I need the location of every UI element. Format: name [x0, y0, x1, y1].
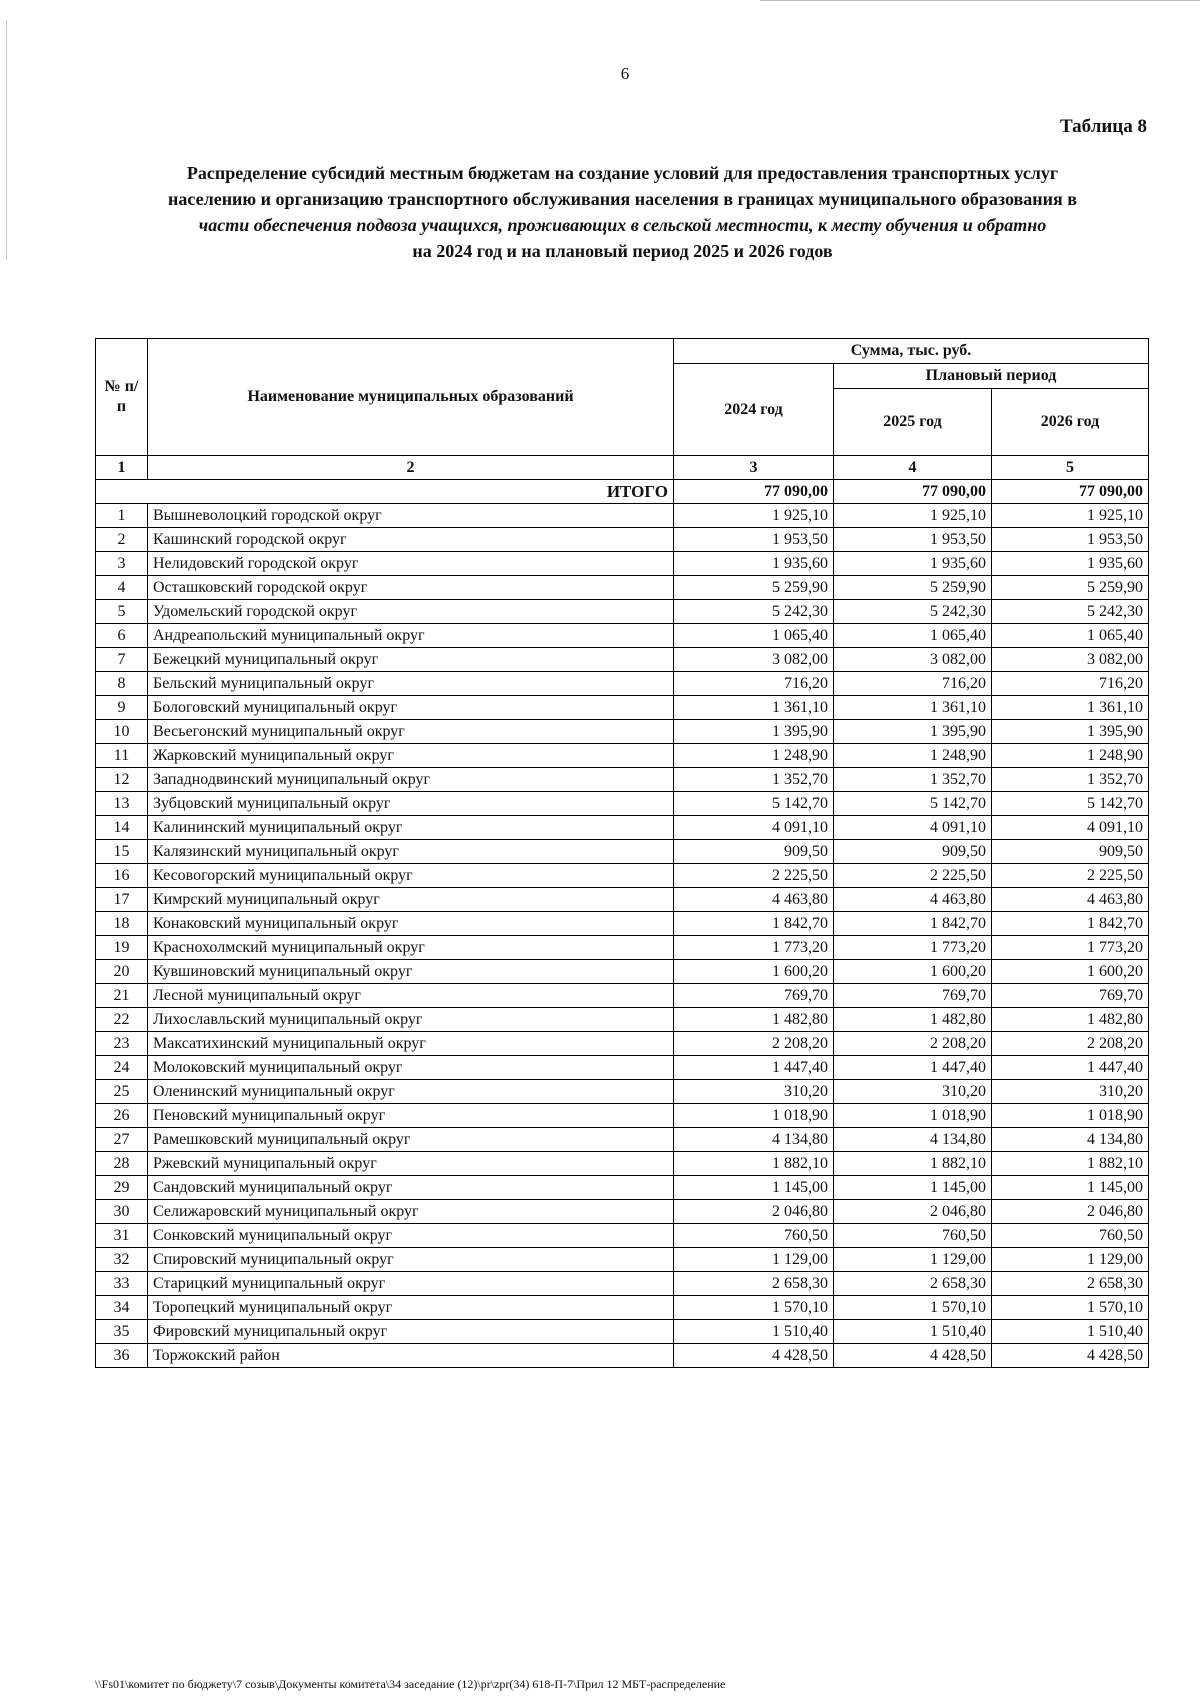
row-number: 4	[96, 576, 148, 600]
total-2026: 77 090,00	[992, 480, 1149, 504]
amount-2025: 5 259,90	[834, 576, 992, 600]
amount-2026: 1 925,10	[992, 504, 1149, 528]
amount-2026: 1 361,10	[992, 696, 1149, 720]
header-planned-period: Плановый период	[834, 364, 1149, 389]
amount-2024: 1 352,70	[674, 768, 834, 792]
table-row	[96, 864, 1149, 888]
amount-2025: 5 242,30	[834, 600, 992, 624]
row-number: 13	[96, 792, 148, 816]
municipality-name: Зубцовский муниципальный округ	[148, 792, 674, 816]
amount-2024: 1 882,10	[674, 1152, 834, 1176]
amount-2026: 1 600,20	[992, 960, 1149, 984]
title-line: части обеспечения подвоза учащихся, проживающих в сельской местности, к месту обучения и обратно	[198, 215, 1047, 235]
table-row	[96, 528, 1149, 552]
amount-2024: 1 773,20	[674, 936, 834, 960]
total-2025: 77 090,00	[834, 480, 992, 504]
amount-2025: 1 600,20	[834, 960, 992, 984]
column-numbers-row	[96, 456, 1149, 480]
amount-2024: 3 082,00	[674, 648, 834, 672]
row-number: 16	[96, 864, 148, 888]
row-number: 24	[96, 1056, 148, 1080]
amount-2026: 1 447,40	[992, 1056, 1149, 1080]
table-row	[96, 1224, 1149, 1248]
amount-2026: 5 142,70	[992, 792, 1149, 816]
amount-2026: 1 773,20	[992, 936, 1149, 960]
amount-2025: 1 065,40	[834, 624, 992, 648]
table-row	[96, 1320, 1149, 1344]
row-number: 19	[96, 936, 148, 960]
amount-2024: 5 142,70	[674, 792, 834, 816]
row-number: 8	[96, 672, 148, 696]
amount-2025: 1 570,10	[834, 1296, 992, 1320]
row-number: 17	[96, 888, 148, 912]
footer-file-path: \\Fs01\комитет по бюджету\7 созыв\Документы комитета\34 заседание (12)\pr\zpr(34) 618-П-7\Прил 12 МБТ-распределение	[95, 1677, 726, 1691]
municipality-name: Ржевский муниципальный округ	[148, 1152, 674, 1176]
amount-2024: 1 925,10	[674, 504, 834, 528]
table-row	[96, 1008, 1149, 1032]
amount-2026: 4 134,80	[992, 1128, 1149, 1152]
row-number: 26	[96, 1104, 148, 1128]
header-2025: 2025 год	[834, 389, 992, 456]
amount-2026: 1 065,40	[992, 624, 1149, 648]
amount-2026: 1 882,10	[992, 1152, 1149, 1176]
amount-2026: 1 570,10	[992, 1296, 1149, 1320]
amount-2024: 2 225,50	[674, 864, 834, 888]
scan-artifact-line	[6, 20, 7, 260]
municipality-name: Молоковский муниципальный округ	[148, 1056, 674, 1080]
table-row	[96, 936, 1149, 960]
amount-2025: 1 842,70	[834, 912, 992, 936]
amount-2024: 1 395,90	[674, 720, 834, 744]
amount-2026: 2 658,30	[992, 1272, 1149, 1296]
amount-2026: 1 248,90	[992, 744, 1149, 768]
row-number: 21	[96, 984, 148, 1008]
table-row	[96, 720, 1149, 744]
table-row	[96, 600, 1149, 624]
municipality-name: Кимрский муниципальный округ	[148, 888, 674, 912]
amount-2024: 4 134,80	[674, 1128, 834, 1152]
title-line: на 2024 год и на плановый период 2025 и 2026 годов	[412, 241, 833, 261]
municipality-name: Западнодвинский муниципальный округ	[148, 768, 674, 792]
amount-2025: 1 395,90	[834, 720, 992, 744]
amount-2026: 2 046,80	[992, 1200, 1149, 1224]
amount-2024: 1 600,20	[674, 960, 834, 984]
amount-2026: 1 352,70	[992, 768, 1149, 792]
amount-2026: 5 242,30	[992, 600, 1149, 624]
table-row	[96, 576, 1149, 600]
amount-2026: 769,70	[992, 984, 1149, 1008]
municipality-name: Весьегонский муниципальный округ	[148, 720, 674, 744]
table-body	[96, 456, 1149, 1368]
municipality-name: Спировский муниципальный округ	[148, 1248, 674, 1272]
table-row	[96, 1200, 1149, 1224]
municipality-name: Селижаровский муниципальный округ	[148, 1200, 674, 1224]
table-row	[96, 912, 1149, 936]
table-row	[96, 624, 1149, 648]
amount-2026: 310,20	[992, 1080, 1149, 1104]
table-row	[96, 768, 1149, 792]
row-number: 30	[96, 1200, 148, 1224]
amount-2024: 1 447,40	[674, 1056, 834, 1080]
municipality-name: Кувшиновский муниципальный округ	[148, 960, 674, 984]
amount-2024: 1 361,10	[674, 696, 834, 720]
row-number: 20	[96, 960, 148, 984]
table-row	[96, 1248, 1149, 1272]
amount-2025: 1 935,60	[834, 552, 992, 576]
municipality-name: Торжокский район	[148, 1344, 674, 1368]
scan-artifact-line	[760, 0, 1200, 1]
amount-2024: 1 065,40	[674, 624, 834, 648]
row-number: 35	[96, 1320, 148, 1344]
table-label: Таблица 8	[1059, 116, 1147, 137]
amount-2026: 2 208,20	[992, 1032, 1149, 1056]
row-number: 7	[96, 648, 148, 672]
amount-2024: 1 842,70	[674, 912, 834, 936]
amount-2025: 760,50	[834, 1224, 992, 1248]
amount-2024: 4 463,80	[674, 888, 834, 912]
municipality-name: Рамешковский муниципальный округ	[148, 1128, 674, 1152]
title-line: населению и организацию транспортного обслуживания населения в границах муниципального образования в	[168, 189, 1077, 209]
table-row	[96, 1032, 1149, 1056]
amount-2025: 909,50	[834, 840, 992, 864]
subsidy-table	[95, 338, 1149, 1368]
amount-2026: 1 842,70	[992, 912, 1149, 936]
amount-2024: 310,20	[674, 1080, 834, 1104]
amount-2026: 3 082,00	[992, 648, 1149, 672]
column-number: 4	[834, 456, 992, 480]
table-header	[96, 339, 1149, 456]
row-number: 27	[96, 1128, 148, 1152]
row-number: 23	[96, 1032, 148, 1056]
municipality-name: Калязинский муниципальный округ	[148, 840, 674, 864]
amount-2024: 909,50	[674, 840, 834, 864]
table-row	[96, 648, 1149, 672]
row-number: 10	[96, 720, 148, 744]
table-row	[96, 1272, 1149, 1296]
amount-2026: 1 482,80	[992, 1008, 1149, 1032]
amount-2024: 1 248,90	[674, 744, 834, 768]
amount-2026: 1 953,50	[992, 528, 1149, 552]
amount-2024: 4 428,50	[674, 1344, 834, 1368]
municipality-name: Кашинский городской округ	[148, 528, 674, 552]
amount-2025: 310,20	[834, 1080, 992, 1104]
table-row	[96, 960, 1149, 984]
table-row	[96, 1296, 1149, 1320]
municipality-name: Торопецкий муниципальный округ	[148, 1296, 674, 1320]
municipality-name: Андреапольский муниципальный округ	[148, 624, 674, 648]
municipality-name: Осташковский городской округ	[148, 576, 674, 600]
amount-2025: 1 352,70	[834, 768, 992, 792]
amount-2025: 2 046,80	[834, 1200, 992, 1224]
amount-2025: 716,20	[834, 672, 992, 696]
amount-2024: 4 091,10	[674, 816, 834, 840]
municipality-name: Фировский муниципальный округ	[148, 1320, 674, 1344]
amount-2024: 1 018,90	[674, 1104, 834, 1128]
column-number: 5	[992, 456, 1149, 480]
header-2024: 2024 год	[674, 364, 834, 456]
amount-2025: 1 129,00	[834, 1248, 992, 1272]
amount-2024: 2 658,30	[674, 1272, 834, 1296]
table-row	[96, 1056, 1149, 1080]
municipality-name: Сонковский муниципальный округ	[148, 1224, 674, 1248]
amount-2024: 1 129,00	[674, 1248, 834, 1272]
table-row	[96, 840, 1149, 864]
row-number: 25	[96, 1080, 148, 1104]
header-name: Наименование муниципальных образований	[148, 339, 674, 456]
amount-2024: 5 242,30	[674, 600, 834, 624]
column-number: 2	[148, 456, 674, 480]
amount-2026: 4 428,50	[992, 1344, 1149, 1368]
municipality-name: Оленинский муниципальный округ	[148, 1080, 674, 1104]
row-number: 15	[96, 840, 148, 864]
amount-2025: 2 658,30	[834, 1272, 992, 1296]
amount-2026: 1 018,90	[992, 1104, 1149, 1128]
amount-2026: 4 091,10	[992, 816, 1149, 840]
table-row	[96, 1080, 1149, 1104]
municipality-name: Конаковский муниципальный округ	[148, 912, 674, 936]
amount-2025: 1 925,10	[834, 504, 992, 528]
header-number: № п/п	[96, 339, 148, 456]
amount-2025: 1 447,40	[834, 1056, 992, 1080]
amount-2024: 716,20	[674, 672, 834, 696]
row-number: 28	[96, 1152, 148, 1176]
row-number: 5	[96, 600, 148, 624]
row-number: 11	[96, 744, 148, 768]
row-number: 6	[96, 624, 148, 648]
municipality-name: Краснохолмский муниципальный округ	[148, 936, 674, 960]
amount-2024: 2 046,80	[674, 1200, 834, 1224]
amount-2024: 1 482,80	[674, 1008, 834, 1032]
amount-2024: 5 259,90	[674, 576, 834, 600]
title-line: Распределение субсидий местным бюджетам на создание условий для предоставления транспортных услуг	[186, 163, 1059, 183]
amount-2024: 760,50	[674, 1224, 834, 1248]
row-number: 33	[96, 1272, 148, 1296]
amount-2025: 1 018,90	[834, 1104, 992, 1128]
table-row	[96, 816, 1149, 840]
row-number: 31	[96, 1224, 148, 1248]
municipality-name: Лесной муниципальный округ	[148, 984, 674, 1008]
header-2026: 2026 год	[992, 389, 1149, 456]
municipality-name: Лихославльский муниципальный округ	[148, 1008, 674, 1032]
table-row	[96, 1128, 1149, 1152]
amount-2026: 1 510,40	[992, 1320, 1149, 1344]
amount-2025: 1 773,20	[834, 936, 992, 960]
amount-2025: 1 361,10	[834, 696, 992, 720]
municipality-name: Нелидовский городской округ	[148, 552, 674, 576]
row-number: 12	[96, 768, 148, 792]
amount-2025: 3 082,00	[834, 648, 992, 672]
amount-2024: 1 510,40	[674, 1320, 834, 1344]
amount-2026: 2 225,50	[992, 864, 1149, 888]
table-row	[96, 1344, 1149, 1368]
column-number: 1	[96, 456, 148, 480]
amount-2025: 1 510,40	[834, 1320, 992, 1344]
amount-2025: 4 134,80	[834, 1128, 992, 1152]
total-2024: 77 090,00	[674, 480, 834, 504]
row-number: 32	[96, 1248, 148, 1272]
amount-2026: 5 259,90	[992, 576, 1149, 600]
amount-2026: 760,50	[992, 1224, 1149, 1248]
municipality-name: Максатихинский муниципальный округ	[148, 1032, 674, 1056]
amount-2024: 2 208,20	[674, 1032, 834, 1056]
municipality-name: Старицкий муниципальный округ	[148, 1272, 674, 1296]
amount-2025: 2 225,50	[834, 864, 992, 888]
municipality-name: Кесовогорский муниципальный округ	[148, 864, 674, 888]
amount-2025: 5 142,70	[834, 792, 992, 816]
amount-2026: 716,20	[992, 672, 1149, 696]
amount-2024: 1 145,00	[674, 1176, 834, 1200]
row-number: 14	[96, 816, 148, 840]
amount-2025: 1 882,10	[834, 1152, 992, 1176]
table-row	[96, 744, 1149, 768]
amount-2024: 769,70	[674, 984, 834, 1008]
municipality-name: Жарковский муниципальный округ	[148, 744, 674, 768]
municipality-name: Вышневолоцкий городской округ	[148, 504, 674, 528]
amount-2024: 1 935,60	[674, 552, 834, 576]
amount-2025: 4 463,80	[834, 888, 992, 912]
total-label: ИТОГО	[96, 480, 674, 504]
table-row	[96, 696, 1149, 720]
amount-2025: 1 248,90	[834, 744, 992, 768]
amount-2025: 769,70	[834, 984, 992, 1008]
amount-2025: 1 145,00	[834, 1176, 992, 1200]
table-row	[96, 888, 1149, 912]
table-row	[96, 792, 1149, 816]
row-number: 22	[96, 1008, 148, 1032]
amount-2026: 1 129,00	[992, 1248, 1149, 1272]
row-number: 3	[96, 552, 148, 576]
amount-2026: 1 935,60	[992, 552, 1149, 576]
municipality-name: Бологовский муниципальный округ	[148, 696, 674, 720]
amount-2024: 1 953,50	[674, 528, 834, 552]
table-row	[96, 672, 1149, 696]
table-row	[96, 504, 1149, 528]
amount-2025: 2 208,20	[834, 1032, 992, 1056]
municipality-name: Бельский муниципальный округ	[148, 672, 674, 696]
row-number: 1	[96, 504, 148, 528]
table-row	[96, 1176, 1149, 1200]
total-row	[96, 480, 1149, 504]
document-title	[85, 160, 1160, 264]
municipality-name: Удомельский городской округ	[148, 600, 674, 624]
row-number: 18	[96, 912, 148, 936]
amount-2025: 4 091,10	[834, 816, 992, 840]
row-number: 29	[96, 1176, 148, 1200]
amount-2026: 1 395,90	[992, 720, 1149, 744]
amount-2025: 1 482,80	[834, 1008, 992, 1032]
row-number: 36	[96, 1344, 148, 1368]
amount-2025: 1 953,50	[834, 528, 992, 552]
amount-2025: 4 428,50	[834, 1344, 992, 1368]
amount-2024: 1 570,10	[674, 1296, 834, 1320]
row-number: 9	[96, 696, 148, 720]
table-row	[96, 1152, 1149, 1176]
amount-2026: 909,50	[992, 840, 1149, 864]
municipality-name: Калининский муниципальный округ	[148, 816, 674, 840]
table-row	[96, 1104, 1149, 1128]
column-number: 3	[674, 456, 834, 480]
table-row	[96, 552, 1149, 576]
amount-2026: 1 145,00	[992, 1176, 1149, 1200]
page-number: 6	[620, 64, 630, 83]
municipality-name: Сандовский муниципальный округ	[148, 1176, 674, 1200]
header-sum: Сумма, тыс. руб.	[674, 339, 1149, 364]
row-number: 34	[96, 1296, 148, 1320]
row-number: 2	[96, 528, 148, 552]
amount-2026: 4 463,80	[992, 888, 1149, 912]
municipality-name: Бежецкий муниципальный округ	[148, 648, 674, 672]
table-row	[96, 984, 1149, 1008]
municipality-name: Пеновский муниципальный округ	[148, 1104, 674, 1128]
